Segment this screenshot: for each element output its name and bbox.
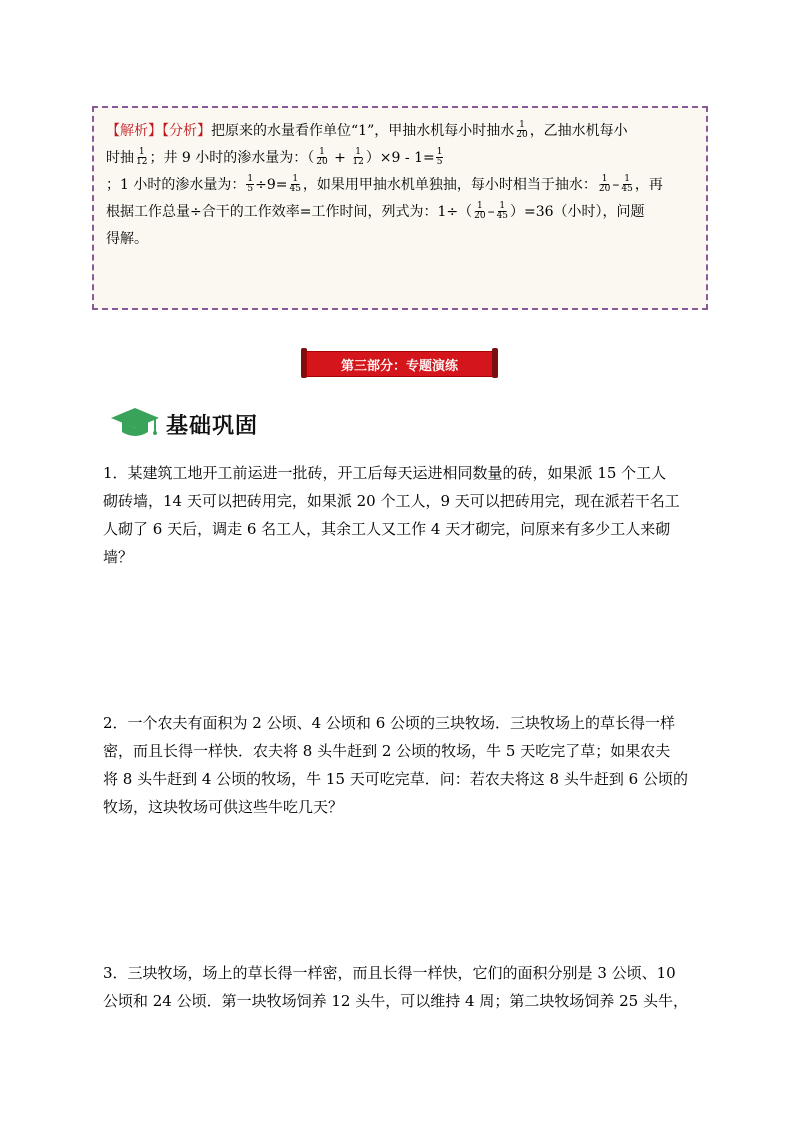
heading-text: 基础巩固 xyxy=(166,413,259,439)
analysis-text: + xyxy=(329,150,351,166)
fraction-numerator: 1 xyxy=(319,146,325,157)
question-line: 2．一个农夫有面积为 2 公顷、4 公顷和 6 公顷的三块牧场．三块牧场上的草长得一样 xyxy=(103,714,676,732)
fraction xyxy=(246,175,254,194)
fraction-denominator: 45 xyxy=(621,183,633,194)
fraction-denominator: 20 xyxy=(516,129,528,140)
section-heading xyxy=(110,404,258,444)
fraction-denominator: 45 xyxy=(496,210,509,221)
analysis-text: – xyxy=(612,177,620,193)
fraction-numerator: 1 xyxy=(476,200,483,211)
analysis-line-4 xyxy=(106,199,696,226)
fraction xyxy=(436,148,444,167)
fraction-denominator: 5 xyxy=(247,183,254,194)
analysis-text: ，再 xyxy=(634,177,663,193)
fraction-numerator: 1 xyxy=(624,173,630,184)
analysis-text: – xyxy=(487,204,495,220)
fraction-denominator: 12 xyxy=(352,156,364,167)
analysis-text: ，乙抽水机每小 xyxy=(529,123,628,139)
section-banner xyxy=(301,348,498,378)
analysis-text: ；井 9 小时的渗水量为：（ xyxy=(149,150,315,166)
fraction xyxy=(515,121,528,140)
fraction-numerator: 1 xyxy=(519,119,525,130)
analysis-text: ，如果用甲抽水机单独抽，每小时相当于抽水： xyxy=(302,177,597,193)
fraction-denominator: 20 xyxy=(474,210,486,221)
fraction xyxy=(315,148,328,167)
question-line: 墙？ xyxy=(103,548,134,566)
graduation-cap-icon xyxy=(110,406,160,442)
question-line: 1．某建筑工地开工前运进一批砖，开工后每天运进相同数量的砖，如果派 15 个工人 xyxy=(103,464,667,482)
analysis-line-5 xyxy=(106,226,696,253)
fraction-denominator: 12 xyxy=(136,156,148,167)
fraction xyxy=(473,202,486,221)
question-line: 人砌了 6 天后，调走 6 名工人，其余工人又工作 4 天才砌完，问原来有多少工人来砌 xyxy=(103,520,671,538)
fraction-numerator: 1 xyxy=(601,173,608,184)
analysis-text: 得解。 xyxy=(106,231,148,247)
question-line: 3．三块牧场，场上的草长得一样密，而且长得一样快，它们的面积分别是 3 公顷、10 xyxy=(103,964,676,982)
fraction-denominator: 20 xyxy=(598,183,611,194)
fraction-denominator: 5 xyxy=(436,156,443,167)
fraction-numerator: 1 xyxy=(138,146,145,157)
question-line: 密，而且长得一样快．农夫将 8 头牛赶到 2 公顷的牧场，牛 5 天吃完了草；如果农夫 xyxy=(103,742,671,760)
fraction-numerator: 1 xyxy=(436,146,443,157)
analysis-text: 根据工作总量÷合干的工作效率=工作时间，列式为：1÷（ xyxy=(106,204,473,220)
analysis-line-3 xyxy=(106,172,696,199)
fraction xyxy=(496,202,509,221)
fraction xyxy=(135,148,148,167)
analysis-text: 时抽 xyxy=(106,150,134,166)
scroll-roll-right xyxy=(492,348,498,378)
section-banner-label: 第三部分：专题演练 xyxy=(306,351,493,377)
analysis-box xyxy=(92,106,708,310)
analysis-text: ）×9 - 1= xyxy=(365,150,435,166)
analysis-text: 把原来的水量看作单位“1”，甲抽水机每小时抽水 xyxy=(211,123,515,139)
fraction-numerator: 1 xyxy=(292,173,299,184)
fraction xyxy=(620,175,633,194)
analysis-text: ；1 小时的渗水量为： xyxy=(106,177,246,193)
analysis-text: ÷9= xyxy=(255,177,288,193)
question-3 xyxy=(103,959,703,1015)
fraction-numerator: 1 xyxy=(355,146,361,157)
question-line: 砌砖墙，14 天可以把砖用完，如果派 20 个工人，9 天可以把砖用完，现在派若干名工 xyxy=(103,492,680,510)
analysis-tag: 【分析】 xyxy=(162,123,211,139)
analysis-tag: 【解析】 xyxy=(106,123,162,139)
fraction-numerator: 1 xyxy=(247,173,254,184)
fraction-denominator: 20 xyxy=(316,156,328,167)
question-2 xyxy=(103,709,703,821)
fraction xyxy=(351,148,364,167)
fraction xyxy=(598,175,611,194)
fraction-denominator: 45 xyxy=(289,183,301,194)
analysis-text: ）=36（小时），问题 xyxy=(510,204,645,220)
analysis-line-2 xyxy=(106,145,696,172)
analysis-line-1 xyxy=(106,118,696,145)
question-line: 牧场，这块牧场可供这些牛吃几天？ xyxy=(103,798,344,816)
question-1 xyxy=(103,459,703,571)
fraction xyxy=(288,175,301,194)
fraction-numerator: 1 xyxy=(499,200,506,211)
question-line: 公顷和 24 公顷．第一块牧场饲养 12 头牛，可以维持 4 周；第二块牧场饲养 25 头牛， xyxy=(103,992,688,1010)
question-line: 将 8 头牛赶到 4 公顷的牧场，牛 15 天可吃完草．问：若农夫将这 8 头牛赶到 6 公顷的 xyxy=(103,770,688,788)
